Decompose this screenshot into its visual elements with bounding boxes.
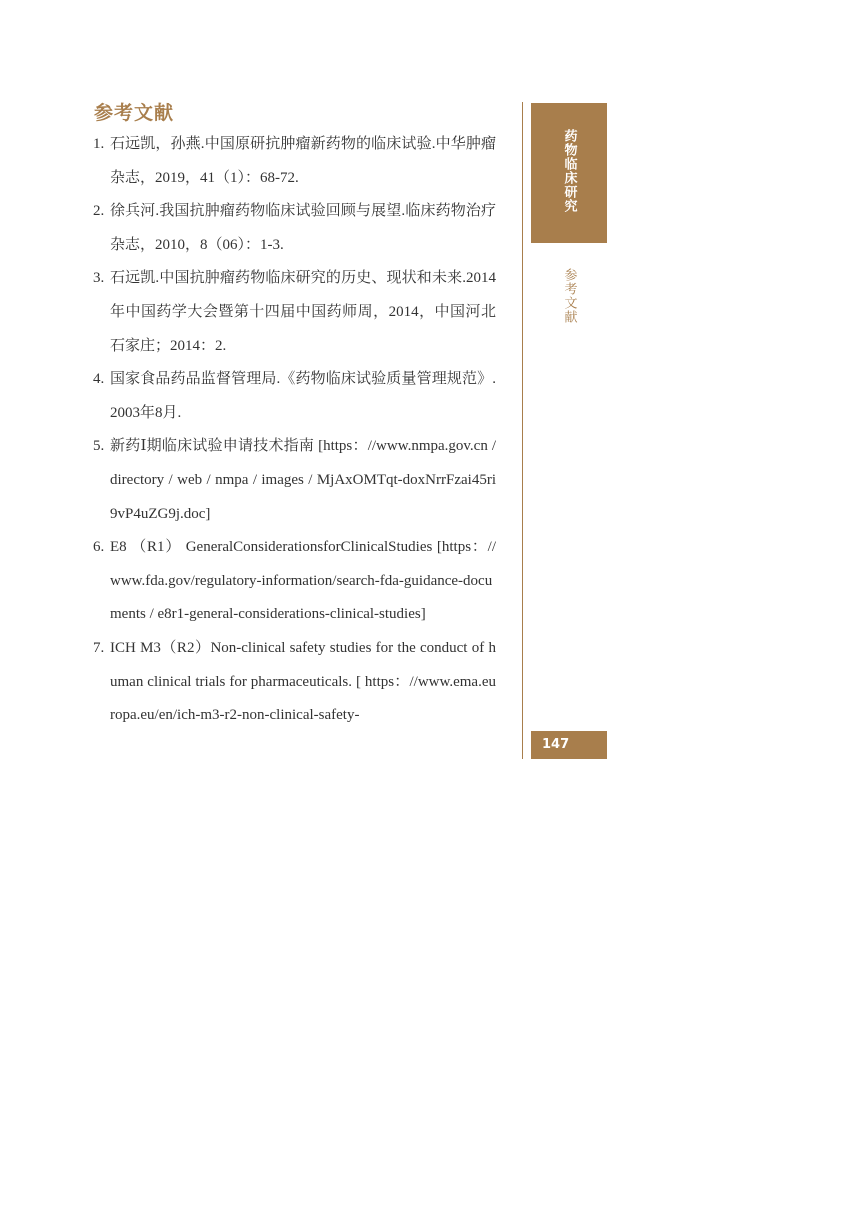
section-heading: 参考文献: [94, 102, 175, 124]
side-tab-section-label: 参考文献: [561, 268, 577, 324]
reference-item: [93, 195, 496, 262]
reference-text: 徐兵河.我国抗肿瘤药物临床试验回顾与展望.临床药物治疗杂志，2010，8（06）：1-3.: [110, 203, 496, 253]
reference-item: [93, 430, 496, 531]
reference-number: 3.: [93, 270, 105, 287]
reference-text: 石远凯，孙燕.中国原研抗肿瘤新药物的临床试验.中华肿瘤杂志，2019，41（1）：68-72.: [110, 136, 496, 186]
reference-item: [93, 363, 496, 430]
reference-text: 国家食品药品监督管理局.《药物临床试验质量管理规范》.2003年8月.: [110, 371, 496, 421]
reference-text: 石远凯.中国抗肿瘤药物临床研究的历史、现状和未来.2014年中国药学大会暨第十四届中国药师周，2014，中国河北石家庄；2014：2.: [110, 270, 496, 354]
reference-number: 6.: [93, 539, 105, 556]
reference-item: [93, 128, 496, 195]
page-number: 147: [531, 731, 607, 759]
reference-number: 7.: [93, 639, 105, 656]
column-divider: [522, 102, 523, 759]
side-tab-section: [531, 268, 607, 324]
side-tab-chapter: [531, 103, 607, 243]
reference-number: 4.: [93, 371, 105, 388]
reference-text: 新药Ⅰ期临床试验申请技术指南 [https：//www.nmpa.gov.cn / directory / web / nmpa / images / MjAxOMTqt-doxNrrFzai45ri9vP4uZG9j.doc]: [110, 438, 496, 522]
reference-number: 1.: [93, 136, 105, 152]
reference-item: [93, 262, 496, 363]
reference-list: [93, 128, 496, 733]
reference-item: [93, 632, 496, 733]
reference-item: [93, 531, 496, 632]
side-tab-chapter-label: 药物临床研究: [561, 129, 577, 213]
reference-text: ICH M3（R2）Non-clinical safety studies for the conduct of human clinical trials for pharmaceuticals. [ https：//www.ema.europa.eu/en/ich-m3-r2-non-clinical-safety-: [110, 639, 496, 724]
reference-number: 2.: [93, 203, 105, 220]
reference-text: E8 （R1） GeneralConsiderationsforClinicalStudies [https：//www.fda.gov/regulatory-information/search-fda-guidance-documents / e8r1-general-considerations-clinical-studies]: [110, 539, 496, 623]
reference-number: 5.: [93, 438, 105, 455]
